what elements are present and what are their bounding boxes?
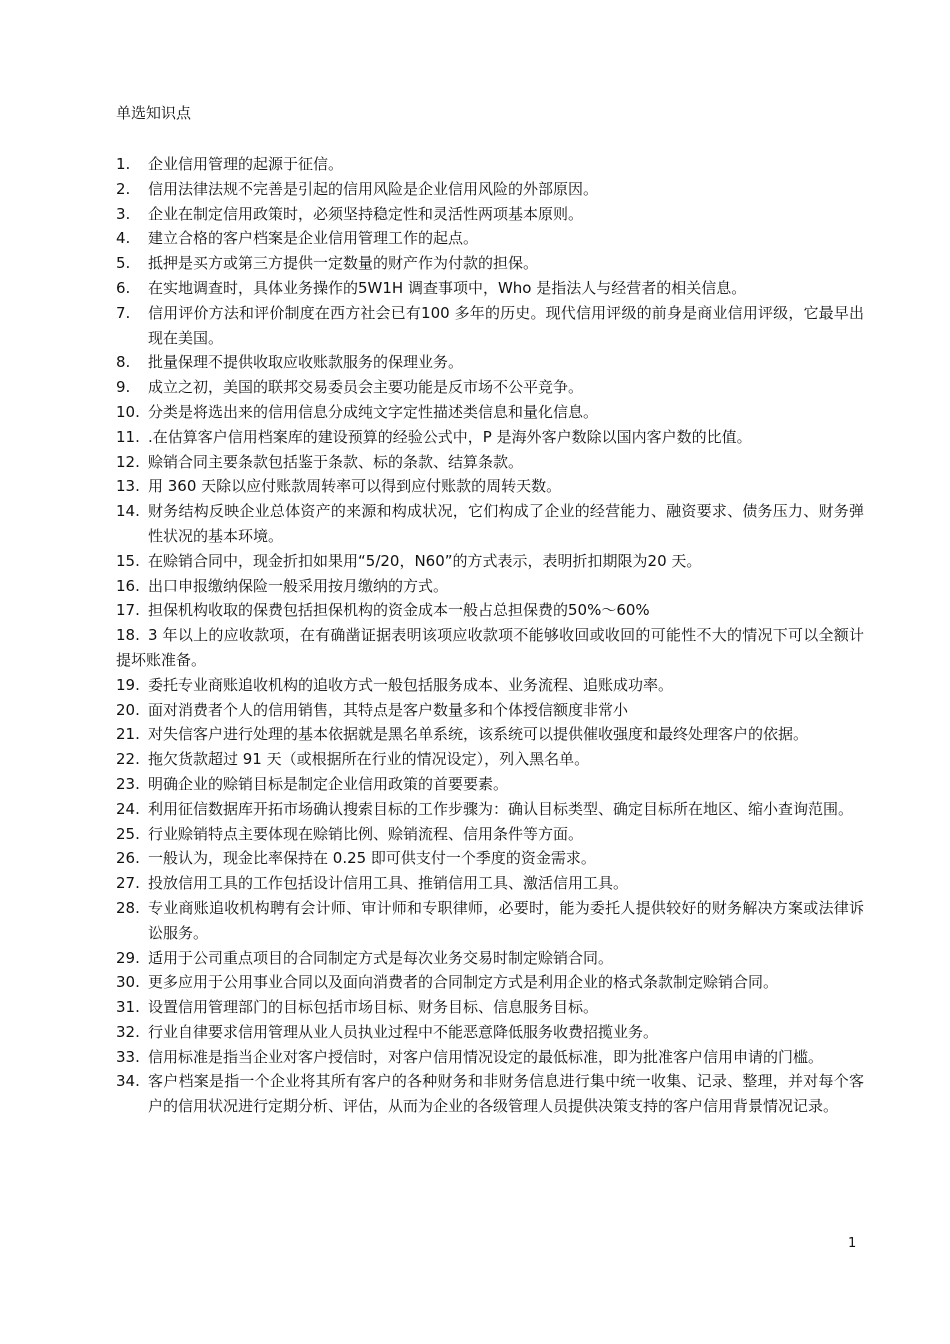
item-number: 18. bbox=[116, 626, 140, 645]
list-item bbox=[116, 450, 864, 475]
item-text: 利用征信数据库开拓市场确认搜索目标的工作步骤为：确认目标类型、确定目标所在地区、缩小查询范围。 bbox=[148, 799, 854, 818]
item-text: 批量保理不提供收取应收账款服务的保理业务。 bbox=[148, 353, 464, 372]
item-text: 客户档案是指一个企业将其所有客户的各种财务和非财务信息进行集中统一收集、记录、整理，并对每个客户的信用状况进行定期分析、评估，从而为企业的各级管理人员提供决策支持的客户信用背景情况记录。 bbox=[148, 1072, 864, 1116]
item-number: 20. bbox=[116, 700, 140, 719]
item-number: 5. bbox=[116, 254, 131, 273]
item-number: 2. bbox=[116, 179, 131, 198]
item-text: .在估算客户信用档案库的建设预算的经验公式中，P 是海外客户数除以国内客户数的比值。 bbox=[148, 427, 752, 446]
item-number: 10. bbox=[116, 402, 140, 421]
item-number: 13. bbox=[116, 477, 140, 496]
page-number: 1 bbox=[848, 1236, 857, 1251]
list-item bbox=[116, 747, 864, 772]
list-item bbox=[116, 772, 864, 797]
item-number: 16. bbox=[116, 576, 140, 595]
item-number: 21. bbox=[116, 725, 140, 744]
item-number: 26. bbox=[116, 849, 140, 868]
list-item bbox=[116, 896, 864, 946]
list-item bbox=[116, 1069, 864, 1119]
list-item bbox=[116, 673, 864, 698]
list-item bbox=[116, 623, 864, 673]
item-text: 3 年以上的应收款项，在有确凿证据表明该项应收款项不能够收回或收回的可能性不大的情况下可以全额计提坏账准备。 bbox=[116, 626, 864, 669]
item-number: 4. bbox=[116, 229, 131, 248]
item-number: 17. bbox=[116, 601, 140, 620]
item-text: 面对消费者个人的信用销售，其特点是客户数量多和个体授信额度非常小 bbox=[148, 700, 629, 719]
item-number: 1. bbox=[116, 155, 131, 173]
list-item bbox=[116, 276, 864, 301]
item-text: 企业在制定信用政策时，必须坚持稳定性和灵活性两项基本原则。 bbox=[148, 204, 584, 223]
item-text: 财务结构反映企业总体资产的来源和构成状况，它们构成了企业的经营能力、融资要求、债务压力、财务弹性状况的基本环境。 bbox=[148, 502, 864, 545]
list-item bbox=[116, 375, 864, 400]
item-number: 9. bbox=[116, 378, 131, 397]
item-text: 适用于公司重点项目的合同制定方式是每次业务交易时制定赊销合同。 bbox=[148, 948, 614, 967]
item-number: 28. bbox=[116, 898, 140, 917]
item-text: 行业自律要求信用管理从业人员执业过程中不能恶意降低服务收费招揽业务。 bbox=[148, 1022, 659, 1041]
list-item bbox=[116, 970, 864, 995]
list-item bbox=[116, 226, 864, 251]
list-item bbox=[116, 722, 864, 747]
list-item bbox=[116, 946, 864, 971]
item-text: 更多应用于公用事业合同以及面向消费者的合同制定方式是利用企业的格式条款制定赊销合同。 bbox=[148, 973, 779, 992]
list-item bbox=[116, 474, 864, 499]
item-text: 在赊销合同中，现金折扣如果用“5/20，N60”的方式表示，表明折扣期限为20 天。 bbox=[148, 551, 702, 570]
list-item bbox=[116, 846, 864, 871]
item-number: 33. bbox=[116, 1047, 140, 1066]
item-number: 14. bbox=[116, 502, 140, 521]
item-number: 12. bbox=[116, 452, 140, 471]
list-item bbox=[116, 152, 864, 177]
item-number: 29. bbox=[116, 948, 140, 967]
list-item bbox=[116, 499, 864, 549]
item-text: 委托专业商账追收机构的追收方式一般包括服务成本、业务流程、追账成功率。 bbox=[148, 675, 674, 694]
item-text: 用 360 天除以应付账款周转率可以得到应付账款的周转天数。 bbox=[148, 477, 562, 496]
item-number: 3. bbox=[116, 204, 131, 223]
list-item bbox=[116, 1045, 864, 1070]
item-text: 分类是将选出来的信用信息分成纯文字定性描述类信息和量化信息。 bbox=[148, 402, 599, 421]
item-text: 出口申报缴纳保险一般采用按月缴纳的方式。 bbox=[148, 576, 449, 595]
knowledge-point-list bbox=[116, 152, 864, 1119]
list-item bbox=[116, 871, 864, 896]
item-number: 6. bbox=[116, 278, 131, 297]
item-number: 27. bbox=[116, 874, 140, 893]
item-text: 投放信用工具的工作包括设计信用工具、推销信用工具、激活信用工具。 bbox=[148, 874, 629, 893]
list-item bbox=[116, 822, 864, 847]
item-number: 25. bbox=[116, 824, 140, 843]
item-number: 24. bbox=[116, 799, 140, 818]
list-item bbox=[116, 301, 864, 351]
item-text: 设置信用管理部门的目标包括市场目标、财务目标、信息服务目标。 bbox=[148, 998, 599, 1017]
item-number: 8. bbox=[116, 353, 131, 372]
item-text: 明确企业的赊销目标是制定企业信用政策的首要要素。 bbox=[148, 774, 509, 793]
item-text: 专业商账追收机构聘有会计师、审计师和专职律师，必要时，能为委托人提供较好的财务解决方案或法律诉讼服务。 bbox=[148, 898, 864, 942]
item-text: 信用法律法规不完善是引起的信用风险是企业信用风险的外部原因。 bbox=[148, 179, 599, 198]
item-number: 19. bbox=[116, 675, 140, 694]
list-item bbox=[116, 995, 864, 1020]
item-text: 对失信客户进行处理的基本依据就是黑名单系统，该系统可以提供催收强度和最终处理客户的依据。 bbox=[148, 725, 809, 744]
item-number: 15. bbox=[116, 551, 140, 570]
list-item bbox=[116, 425, 864, 450]
list-item bbox=[116, 549, 864, 574]
item-number: 7. bbox=[116, 303, 131, 322]
list-item bbox=[116, 350, 864, 375]
item-text: 赊销合同主要条款包括鉴于条款、标的条款、结算条款。 bbox=[148, 452, 524, 471]
item-number: 11. bbox=[116, 427, 140, 446]
item-number: 22. bbox=[116, 750, 140, 769]
item-number: 34. bbox=[116, 1072, 140, 1091]
item-number: 23. bbox=[116, 774, 140, 793]
item-number: 32. bbox=[116, 1022, 140, 1041]
list-item bbox=[116, 177, 864, 202]
list-item bbox=[116, 698, 864, 723]
item-text: 拖欠货款超过 91 天（或根据所在行业的情况设定），列入黑名单。 bbox=[148, 750, 590, 769]
item-number: 31. bbox=[116, 998, 140, 1017]
page-heading: 单选知识点 bbox=[116, 104, 192, 122]
item-text: 信用标准是指当企业对客户授信时，对客户信用情况设定的最低标准，即为批准客户信用申请的门槛。 bbox=[148, 1047, 824, 1066]
item-text: 成立之初，美国的联邦交易委员会主要功能是反市场不公平竞争。 bbox=[148, 378, 584, 397]
item-number: 30. bbox=[116, 973, 140, 992]
item-text: 信用评价方法和评价制度在西方社会已有100 多年的历史。现代信用评级的前身是商业信用评级，它最早出现在美国。 bbox=[148, 303, 864, 347]
item-text: 建立合格的客户档案是企业信用管理工作的起点。 bbox=[148, 229, 479, 248]
list-item bbox=[116, 251, 864, 276]
item-text: 企业信用管理的起源于征信。 bbox=[148, 155, 344, 173]
item-text: 抵押是买方或第三方提供一定数量的财产作为付款的担保。 bbox=[148, 254, 539, 273]
item-text: 在实地调查时，具体业务操作的5W1H 调查事项中，Who 是指法人与经营者的相关信息。 bbox=[148, 278, 747, 297]
list-item bbox=[116, 574, 864, 599]
item-text: 担保机构收取的保费包括担保机构的资金成本一般占总担保费的50%～60% bbox=[148, 601, 650, 620]
item-text: 一般认为，现金比率保持在 0.25 即可供支付一个季度的资金需求。 bbox=[148, 849, 596, 868]
item-text: 行业赊销特点主要体现在赊销比例、赊销流程、信用条件等方面。 bbox=[148, 824, 584, 843]
list-item bbox=[116, 598, 864, 623]
list-item bbox=[116, 202, 864, 227]
list-item bbox=[116, 1020, 864, 1045]
list-item bbox=[116, 400, 864, 425]
list-item bbox=[116, 797, 864, 822]
